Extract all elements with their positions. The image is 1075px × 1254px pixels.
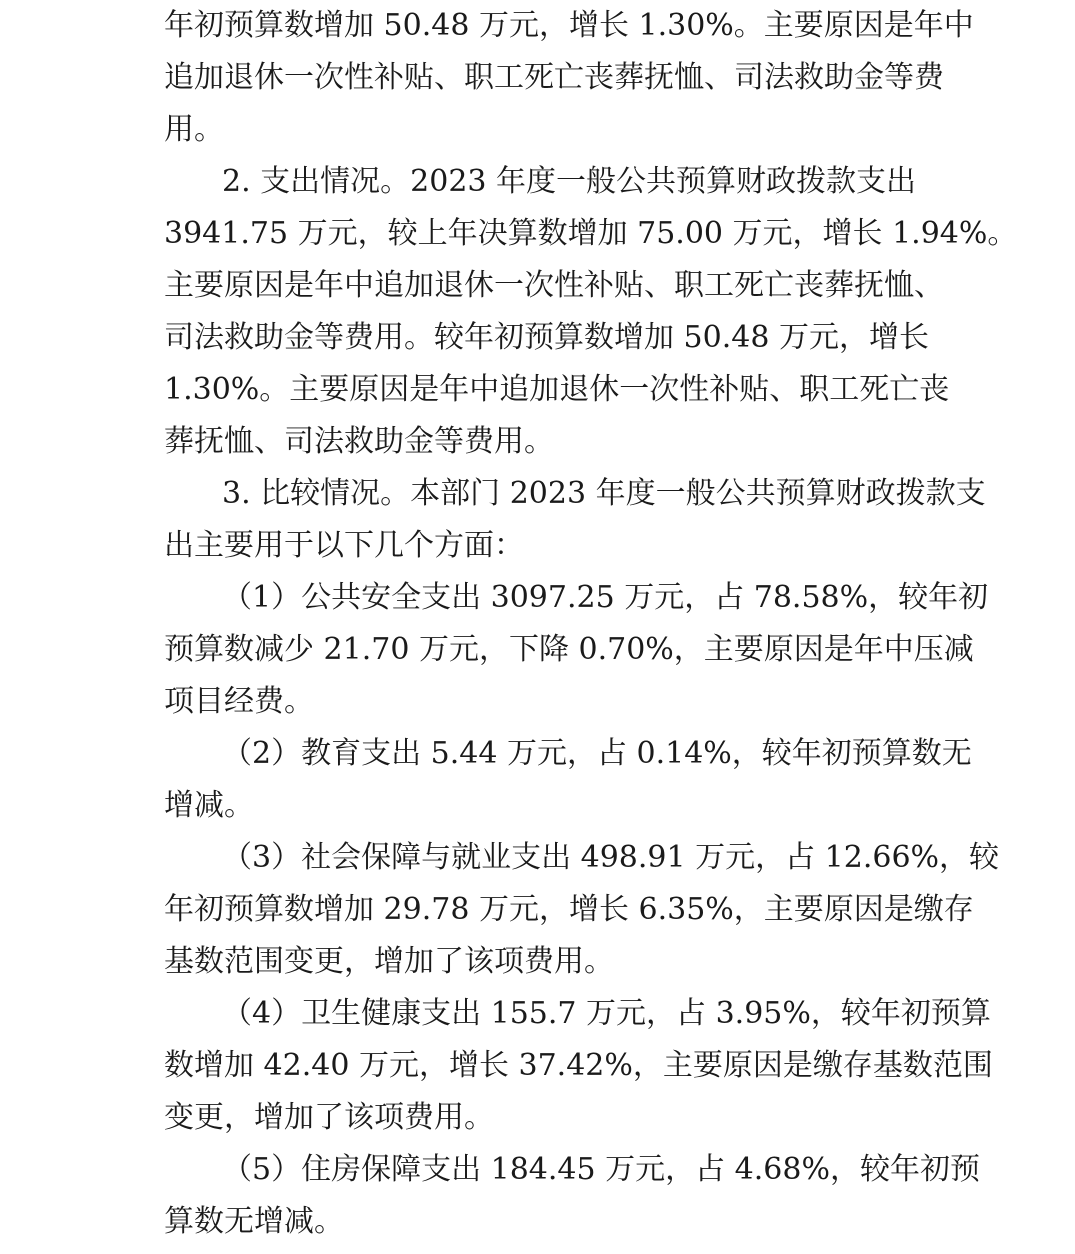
list-item-public-safety: （1）公共安全支出 3097.25 万元，占 78.58%，较年初 (222, 580, 989, 615)
list-item-social-security: （3）社会保障与就业支出 498.91 万元，占 12.66%，较 (222, 840, 1000, 875)
list-item-education: （2）教育支出 5.44 万元，占 0.14%，较年初预算数无 (222, 736, 972, 771)
text-line: 数增加 42.40 万元，增长 37.42%，主要原因是缴存基数范围 (164, 1048, 993, 1083)
text-line: 出主要用于以下几个方面： (164, 528, 524, 563)
text-line: 3941.75 万元，较上年决算数增加 75.00 万元，增长 1.94%。 (164, 216, 1018, 251)
list-item-health: （4）卫生健康支出 155.7 万元，占 3.95%，较年初预算 (222, 996, 991, 1031)
text-line: 年初预算数增加 29.78 万元，增长 6.35%，主要原因是缴存 (164, 892, 974, 927)
text-line: 主要原因是年中追加退休一次性补贴、职工死亡丧葬抚恤、 (164, 268, 944, 303)
text-line: 1.30%。主要原因是年中追加退休一次性补贴、职工死亡丧 (164, 372, 950, 407)
text-line: 司法救助金等费用。较年初预算数增加 50.48 万元，增长 (164, 320, 929, 355)
text-line: 追加退休一次性补贴、职工死亡丧葬抚恤、司法救助金等费 (164, 60, 944, 95)
text-line: 增减。 (164, 788, 254, 823)
text-line: 葬抚恤、司法救助金等费用。 (164, 424, 554, 459)
text-line: 用。 (164, 112, 224, 147)
section-heading-comparison: 3. 比较情况。本部门 2023 年度一般公共预算财政拨款支 (222, 476, 986, 511)
text-line: 项目经费。 (164, 684, 314, 719)
list-item-housing: （5）住房保障支出 184.45 万元，占 4.68%，较年初预 (222, 1152, 980, 1187)
text-line: 预算数减少 21.70 万元，下降 0.70%，主要原因是年中压减 (164, 632, 974, 667)
section-heading-expenditure: 2. 支出情况。2023 年度一般公共预算财政拨款支出 (222, 164, 917, 199)
text-line: 变更，增加了该项费用。 (164, 1100, 494, 1135)
text-line: 基数范围变更，增加了该项费用。 (164, 944, 614, 979)
text-line: 算数无增减。 (164, 1204, 344, 1239)
text-line: 年初预算数增加 50.48 万元，增长 1.30%。主要原因是年中 (164, 8, 974, 43)
